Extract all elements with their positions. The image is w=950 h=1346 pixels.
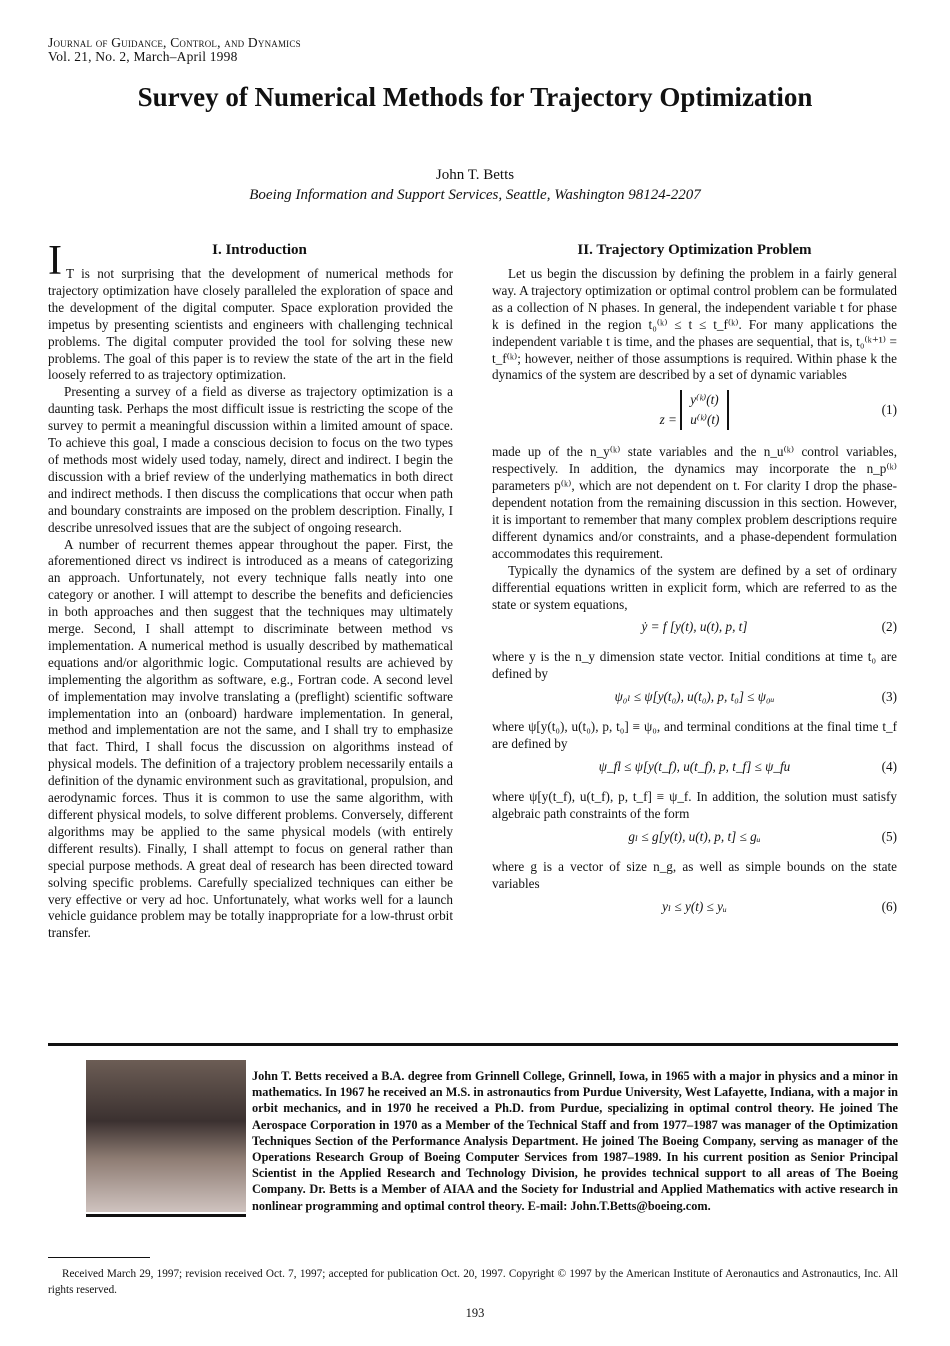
equation-1-row-1: y⁽ᵏ⁾(t) bbox=[690, 392, 719, 408]
equation-2 bbox=[492, 619, 897, 643]
problem-paragraph-5: where ψ[y(t₀), u(t₀), p, t₀] ≡ ψ₀, and terminal conditions at the final time t_f are defined by bbox=[492, 719, 897, 752]
problem-paragraph-3: Typically the dynamics of the system are defined by a set of ordinary differential equations written in explicit form, which are referred to as the state or system equations, bbox=[492, 562, 897, 612]
problem-paragraph-7: where g is a vector of size n_g, as well as simple bounds on the state variables bbox=[492, 858, 897, 891]
equation-5-number: (5) bbox=[881, 828, 897, 844]
equation-3 bbox=[492, 689, 897, 713]
right-column bbox=[492, 242, 897, 929]
section-heading-problem: II. Trajectory Optimization Problem bbox=[577, 242, 812, 258]
journal-name: Journal of Guidance, Control, and Dynamics bbox=[48, 35, 301, 50]
equation-3-body: ψ₀ₗ ≤ ψ[y(t₀), u(t₀), p, t₀] ≤ ψ₀ᵤ bbox=[614, 689, 775, 705]
drop-cap: I bbox=[48, 238, 62, 284]
bio-divider bbox=[48, 1043, 898, 1046]
author-photo bbox=[86, 1060, 246, 1212]
footnote-rule bbox=[48, 1257, 150, 1258]
problem-paragraph-1: Let us begin the discussion by defining the problem in a fairly general way. A trajectory optimization or optimal control problem can be formulated as a collection of N phases. In general, the independent variable t for phase k is defined in the region t₀⁽ᵏ⁾ ≤ t ≤ t_f⁽ᵏ⁾. For many applications the independent variable t is time, and the phases are sequential, that is, t₀⁽ᵏ⁺¹⁾ = t_f⁽ᵏ⁾; however, neither of those assumptions is required. Within phase k the dynamics of the system are described by a set of dynamic variables bbox=[492, 266, 897, 383]
equation-1 bbox=[492, 390, 897, 438]
photo-underline bbox=[86, 1214, 246, 1217]
journal-header bbox=[48, 36, 301, 64]
equation-5-body: gₗ ≤ g[y(t), u(t), p, t] ≤ gᵤ bbox=[628, 828, 761, 844]
equation-6-body: yₗ ≤ y(t) ≤ yᵤ bbox=[662, 898, 727, 914]
equation-4-body: ψ_fl ≤ ψ[y(t_f), u(t_f), p, t_f] ≤ ψ_fu bbox=[598, 759, 791, 775]
equation-4 bbox=[492, 759, 897, 783]
page-number: 193 bbox=[465, 1306, 485, 1320]
publication-footnote: Received March 29, 1997; revision received Oct. 7, 1997; accepted for publication Oct. 20, 1997. Copyright © 1997 by the American Institute of Aeronautics and Astronautics, Inc. All rights reserved. bbox=[48, 1268, 898, 1296]
equation-2-body: ẏ = f [y(t), u(t), p, t] bbox=[641, 619, 748, 635]
problem-paragraph-2: made up of the n_y⁽ᵏ⁾ state variables and the n_u⁽ᵏ⁾ control variables, respectively. In addition, the dynamics may incorporate the n_p⁽ᵏ⁾ parameters p⁽ᵏ⁾, which are not dependent on t. For clarity I drop the phase-dependent notation from the remaining discussion in this section. However, it is important to remember that many complex problem descriptions require different dynamics and/or constraints, and a phase-dependent formulation accommodates this requirement. bbox=[492, 444, 897, 561]
equation-4-number: (4) bbox=[881, 759, 897, 775]
author-affiliation: Boeing Information and Support Services, Seattle, Washington 98124-2207 bbox=[249, 187, 701, 203]
equation-6-number: (6) bbox=[881, 898, 897, 914]
intro-paragraph-2: Presenting a survey of a field as diverse as trajectory optimization is a daunting task. Perhaps the most difficult issue is restricting the scope of the survey to permit a meaningful discussion within a limited amount of space. To achieve this goal, I made a conscious decision to focus on the two types of methods most widely used today, namely, direct and indirect. I begin the discussion with a brief review of the underlying mathematics in both direct and indirect methods. I then discuss the complications that occur when path and boundary constraints are imposed on the problem description. Finally, I describe unresolved issues that are the subject of ongoing research. bbox=[48, 384, 453, 535]
section-heading-introduction: I. Introduction bbox=[212, 242, 307, 258]
problem-paragraph-4: where y is the n_y dimension state vector. Initial conditions at time t₀ are defined by bbox=[492, 649, 897, 682]
equation-5 bbox=[492, 829, 897, 853]
left-column bbox=[48, 238, 453, 942]
problem-paragraph-6: where ψ[y(t_f), u(t_f), p, t_f] ≡ ψ_f. In addition, the solution must satisfy algebraic path constraints of the form bbox=[492, 789, 897, 821]
paper-title: Survey of Numerical Methods for Trajectory Optimization bbox=[137, 82, 813, 112]
equation-3-number: (3) bbox=[881, 689, 897, 705]
intro-paragraph-1: T is not surprising that the development of numerical methods for trajectory optimization have closely paralleled the exploration of space and the development of the digital computer. Space exploration provided the impetus by presenting scientists and engineers with challenging technical problems. The digital computer provided the tool for solving these new problems. The goal of this paper is to review the state of the art in the field loosely referred to as trajectory optimization. bbox=[48, 266, 453, 383]
equation-2-number: (2) bbox=[881, 619, 897, 635]
equation-1-matrix bbox=[680, 390, 729, 430]
equation-1-lhs: z = bbox=[659, 412, 677, 428]
intro-paragraph-3: A number of recurrent themes appear throughout the paper. First, the aforementioned direct vs indirect is introduced as a means of categorizing an approach. Unfortunately, not every technique falls neatly into one category or another. I will attempt to describe the benefits and deficiencies in both approaches and then suggest that the techniques may ultimately merge. Second, I shall attempt to discriminate between method vs implementation. A numerical method is usually described by mathematical equations and/or algorithmic logic. Computational results are achieved by implementing the algorithm as software, e.g., Fortran code. A second level of implementation may involve translating a (preflight) scientific software implementation into an (onboard) hardware implementation. In general, method and implementation are not the same, and I shall try to emphasize that fact. Third, I shall focus the discussion on algorithms instead of physical models. The definition of a trajectory problem necessarily entails a definition of the dynamic environment such as gravitational, propulsion, and aerodynamic forces. Thus it is common to use the same algorithm, with different physical models, to solve different problems. Conversely, different algorithms may be applied to the same physical models (with entirely different results). Finally, I shall attempt to focus on general rather than special purpose methods. A great deal of research has been directed toward solving specific problems. Carefully specialized techniques can either be very effective or very ad hoc. Unfortunately, what works well for a launch vehicle guidance problem may be totally inappropriate for a low-thrust orbit transfer. bbox=[48, 536, 453, 941]
equation-1-number: (1) bbox=[881, 402, 897, 418]
author-biography: John T. Betts received a B.A. degree from Grinnell College, Grinnell, Iowa, in 1965 with a major in physics and a minor in mathematics. In 1967 he received an M.S. in astronautics from Purdue University, West Lafayette, Indiana, with a major in orbit mechanics, and in 1970 he received a Ph.D. from Purdue, specializing in optimal control theory. He joined The Aerospace Corporation in 1970 as a Member of the Technical Staff and from 1977–1987 was manager of the Optimization Techniques Section of the Performance Analysis Department. He joined The Boeing Company, serving as manager of the Operations Research Group of Boeing Computer Services from 1987–1989. In his current position as Senior Principal Scientist in the Applied Research and Technology Division, he provides technical support to all areas of The Boeing Company. Dr. Betts is a Member of AIAA and the Society for Industrial and Applied Mathematics with active research in nonlinear programming and optimal control theory. E-mail: John.T.Betts@boeing.com. bbox=[252, 1069, 898, 1213]
author-name: John T. Betts bbox=[435, 167, 515, 183]
equation-1-row-2: u⁽ᵏ⁾(t) bbox=[690, 412, 720, 428]
equation-6 bbox=[492, 899, 897, 923]
journal-volume: Vol. 21, No. 2, March–April 1998 bbox=[48, 49, 238, 64]
